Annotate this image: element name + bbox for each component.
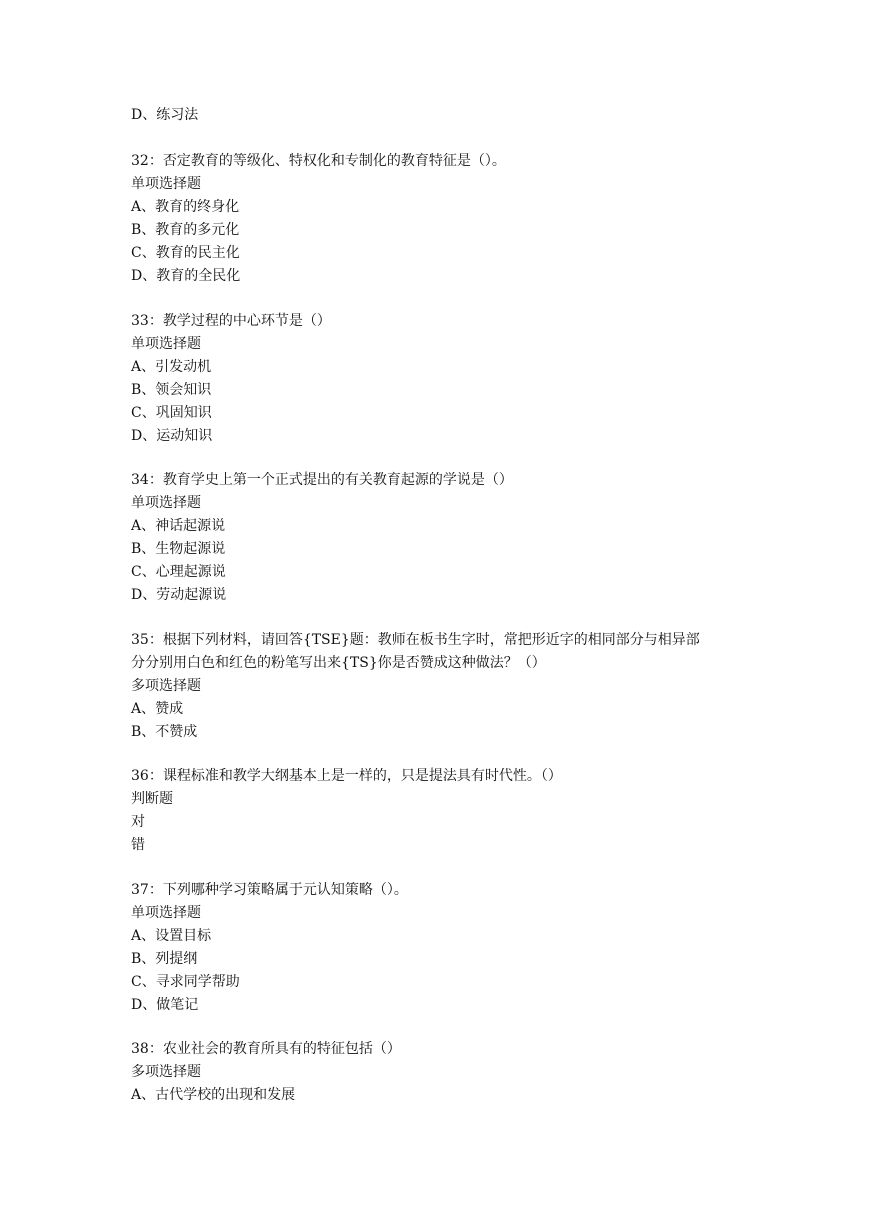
q37-type: 单项选择题 xyxy=(131,905,201,921)
q34-option-a: A、神话起源说 xyxy=(131,518,226,534)
q33-option-d: D、运动知识 xyxy=(131,428,213,444)
q33-option-b: B、领会知识 xyxy=(131,382,212,398)
q37-option-a: A、设置目标 xyxy=(131,928,212,944)
q37-option-b: B、列提纲 xyxy=(131,951,198,967)
q36-type: 判断题 xyxy=(131,791,173,807)
q35-type: 多项选择题 xyxy=(131,678,201,694)
q32-option-d: D、教育的全民化 xyxy=(131,268,241,284)
q37-option-c: C、寻求同学帮助 xyxy=(131,974,240,990)
q37-option-d: D、做笔记 xyxy=(131,997,199,1013)
q33-option-a: A、引发动机 xyxy=(131,359,212,375)
q36-option-false: 错 xyxy=(131,837,145,853)
q38-type: 多项选择题 xyxy=(131,1064,201,1080)
q34-type: 单项选择题 xyxy=(131,495,201,511)
q36-option-true: 对 xyxy=(131,814,145,830)
q35-question-line-2: 分分别用白色和红色的粉笔写出来{TS}你是否赞成这种做法？（） xyxy=(131,655,546,671)
q34-question: 34：教育学史上第一个正式提出的有关教育起源的学说是（） xyxy=(131,472,513,488)
q34-option-b: B、生物起源说 xyxy=(131,541,226,557)
q37-question: 37：下列哪种学习策略属于元认知策略（）。 xyxy=(131,882,408,898)
q33-question: 33：教学过程的中心环节是（） xyxy=(131,313,331,329)
q35-option-a: A、赞成 xyxy=(131,701,184,717)
q32-option-c: C、教育的民主化 xyxy=(131,245,240,261)
q35-option-b: B、不赞成 xyxy=(131,724,198,740)
q34-option-c: C、心理起源说 xyxy=(131,564,226,580)
q34-option-d: D、劳动起源说 xyxy=(131,587,227,603)
q32-question: 32：否定教育的等级化、特权化和专制化的教育特征是（）。 xyxy=(131,153,506,169)
q31-option-d: D、练习法 xyxy=(131,107,199,123)
q32-type: 单项选择题 xyxy=(131,176,201,192)
q33-option-c: C、巩固知识 xyxy=(131,405,212,421)
q32-option-b: B、教育的多元化 xyxy=(131,222,240,238)
q38-question: 38：农业社会的教育所具有的特征包括（） xyxy=(131,1041,401,1057)
q38-option-a: A、古代学校的出现和发展 xyxy=(131,1087,296,1103)
q36-question: 36：课程标准和教学大纲基本上是一样的，只是提法具有时代性。（） xyxy=(131,768,562,784)
q32-option-a: A、教育的终身化 xyxy=(131,199,240,215)
q35-question-line-1: 35：根据下列材料，请回答{TSE}题：教师在板书生字时，常把形近字的相同部分与相异部 xyxy=(131,632,700,648)
q33-type: 单项选择题 xyxy=(131,336,201,352)
